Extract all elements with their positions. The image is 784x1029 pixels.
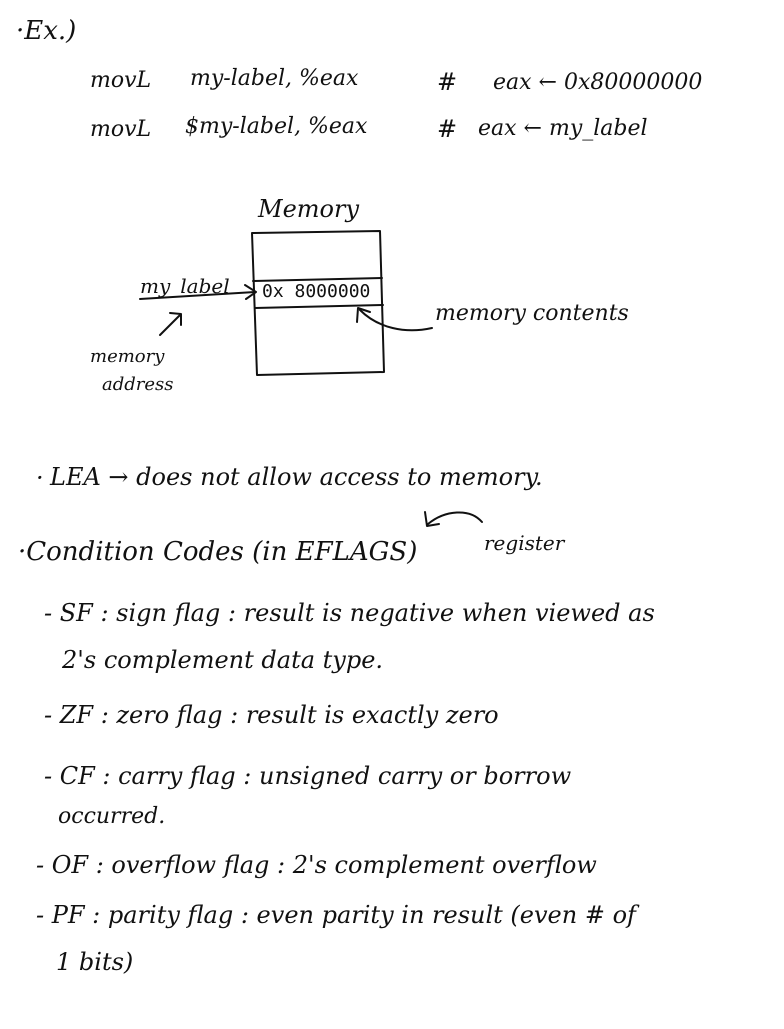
example-line-2-op: movL: [90, 117, 152, 142]
flag-cf-line2: occurred.: [58, 804, 166, 829]
flag-pf-line2: 1 bits): [56, 948, 134, 976]
memory-title: Memory: [258, 195, 360, 223]
example-line-2-comment: #: [437, 115, 458, 143]
example-line-1-comment: #: [437, 68, 458, 96]
flag-of-line1: - OF : overflow flag : 2's complement overflow: [36, 851, 597, 879]
example-line-1-src: my-label, %eax: [190, 66, 359, 91]
contents-arrow-line: [360, 310, 432, 330]
pointer-label: my_label: [140, 274, 230, 298]
example-line-1-result: eax ← 0x80000000: [493, 70, 703, 95]
example-line-2-src: $my-label, %eax: [185, 114, 368, 139]
flag-zf-line1: - ZF : zero flag : result is exactly zero: [44, 701, 499, 729]
lea-text: LEA → does not allow access to memory.: [50, 463, 543, 491]
memory-box-outline: [252, 231, 384, 375]
example-line-1-op: movL: [90, 68, 152, 93]
memory-contents-label: memory contents: [435, 301, 629, 326]
example-line-2-result: eax ← my_label: [478, 116, 648, 141]
register-arrow-line: [428, 512, 482, 524]
memory-cell-value: 0x 8000000: [262, 281, 371, 302]
address-arrow-line: [160, 315, 180, 335]
flag-sf-line1: - SF : sign flag : result is negative when viewed as: [44, 599, 655, 627]
address-label-line2: address: [102, 374, 174, 395]
example-heading: ·Ex.): [16, 16, 77, 46]
flag-pf-line1: - PF : parity flag : even parity in result (even # of: [36, 901, 636, 929]
contents-arrow-head: [357, 308, 370, 322]
flag-cf-line1: - CF : carry flag : unsigned carry or borrow: [44, 762, 572, 790]
register-note: register: [484, 531, 565, 555]
flag-sf-line2: 2's complement data type.: [62, 646, 384, 674]
address-label-line1: memory: [90, 346, 165, 367]
condition-codes-heading: ·Condition Codes (in EFLAGS): [18, 537, 418, 567]
lea-bullet: ·: [36, 464, 44, 492]
memory-cell-bottom-border: [255, 305, 383, 308]
